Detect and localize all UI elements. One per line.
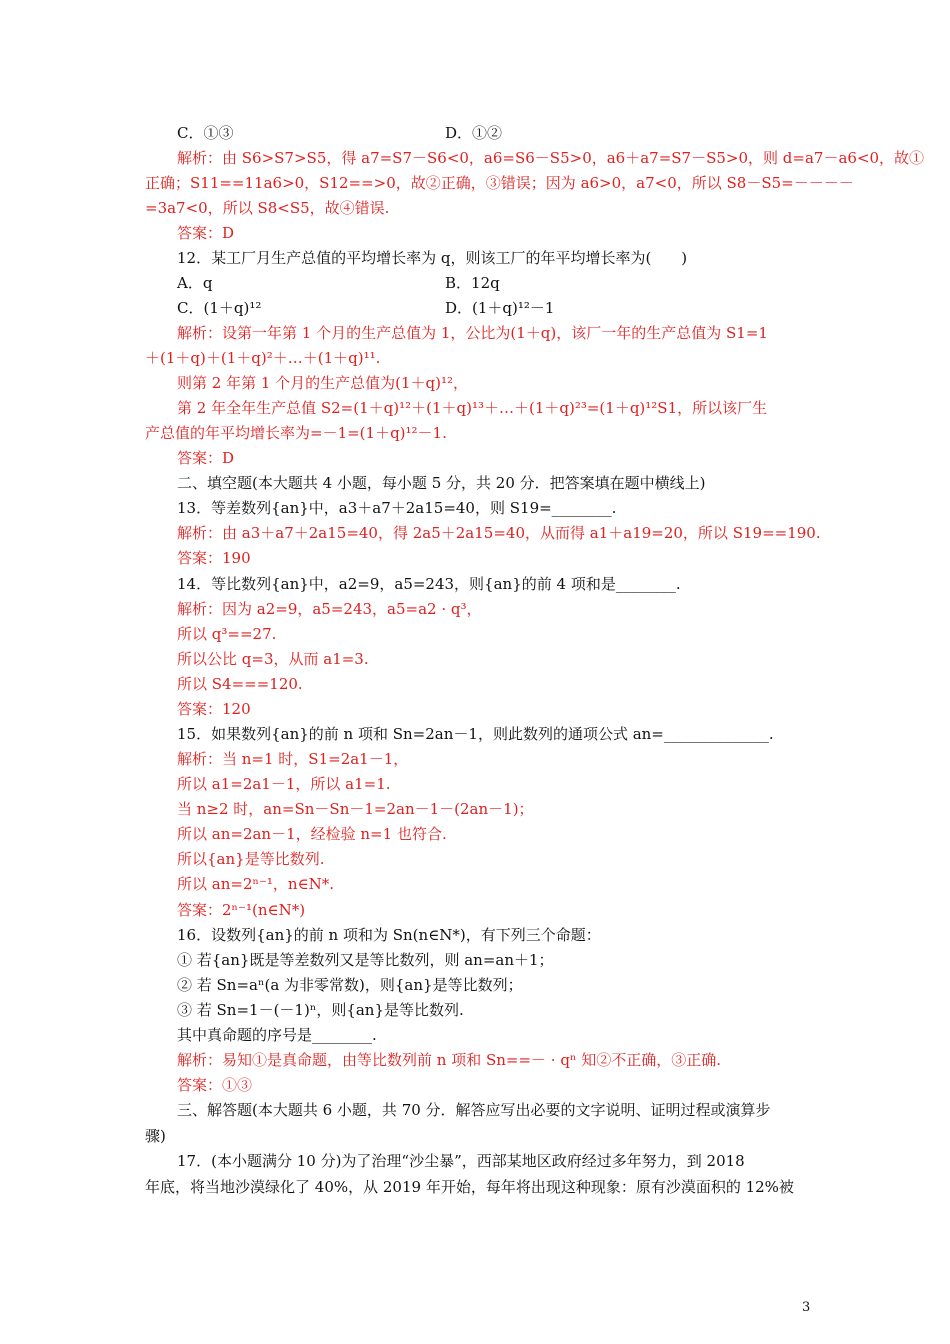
line-text: 解析：设第一年第 1 个月的生产总值为 1，公比为(1＋q)，该厂一年的生产总值为 S1=1 xyxy=(177,324,768,342)
text-line xyxy=(177,948,810,973)
solution-line xyxy=(177,797,810,822)
line-text: 解析：因为 a2=9，a5=243，a5=a2 · q³， xyxy=(177,600,482,618)
line-text: 15．如果数列{an}的前 n 项和 Sn=2an－1，则此数列的通项公式 an=______________. xyxy=(177,725,774,743)
line-text: 产总值的年平均增长率为=－1=(1＋q)¹²－1. xyxy=(145,424,447,442)
solution-line xyxy=(177,747,810,772)
line-text: 所以 S4===120. xyxy=(177,675,303,693)
solution-line xyxy=(177,772,810,797)
line-text: ③ 若 Sn=1－(－1)ⁿ，则{an}是等比数列. xyxy=(177,1001,464,1019)
line-text: 答案：D xyxy=(177,449,235,467)
line-text: 则第 2 年第 1 个月的生产总值为(1＋q)¹²， xyxy=(177,374,469,392)
line-text: C．(1＋q)¹² xyxy=(177,299,262,317)
line-text: 所以 a1=2a1－1，所以 a1=1. xyxy=(177,775,391,793)
solution-line xyxy=(177,647,810,672)
solution-line xyxy=(177,622,810,647)
line-text: 解析：易知①是真命题，由等比数列前 n 项和 Sn==－ · qⁿ 知②不正确，③正确. xyxy=(177,1051,721,1069)
line-text: 答案：190 xyxy=(177,549,251,567)
line-text: 14．等比数列{an}中，a2=9，a5=243，则{an}的前 4 项和是________. xyxy=(177,575,681,593)
line-text: 所以 an=2an－1，经检验 n=1 也符合. xyxy=(177,825,447,843)
text-line xyxy=(177,471,810,496)
line-text: 13．等差数列{an}中，a3＋a7＋2a15=40，则 S19=________. xyxy=(177,499,617,517)
line-text: 解析：由 a3＋a7＋2a15=40，得 2a5＋2a15=40，从而得 a1＋a19=20，所以 S19==190. xyxy=(177,524,821,542)
text-line xyxy=(177,121,810,146)
solution-line xyxy=(177,521,821,546)
line-text: 二、填空题(本大题共 4 小题，每小题 5 分，共 20 分．把答案填在题中横线上) xyxy=(177,474,706,492)
text-line xyxy=(177,572,810,597)
line-text: 所以 an=2ⁿ⁻¹，n∈N*. xyxy=(177,875,335,893)
line-text: 其中真命题的序号是________. xyxy=(177,1026,377,1044)
solution-line xyxy=(177,221,810,246)
text-line xyxy=(177,722,810,747)
line-text: 17．(本小题满分 10 分)为了治理“沙尘暴”，西部某地区政府经过多年努力，到 2018 xyxy=(177,1152,745,1170)
line-text: C．①③ xyxy=(177,124,234,142)
line-text: 骤) xyxy=(145,1127,166,1145)
text-line xyxy=(177,973,810,998)
text-line xyxy=(177,496,810,521)
solution-line xyxy=(177,898,810,923)
solution-line xyxy=(145,421,810,446)
solution-line xyxy=(177,371,810,396)
solution-line xyxy=(177,146,925,171)
line-text: ② 若 Sn=aⁿ(a 为非零常数)，则{an}是等比数列； xyxy=(177,976,523,994)
solution-line xyxy=(145,346,810,371)
solution-line xyxy=(177,396,810,421)
option-text: D．(1＋q)¹²－1 xyxy=(445,299,555,317)
line-text: 正确；S11==11a6>0，S12==>0，故②正确，③错误；因为 a6>0，a7<0，所以 S8－S5=－－－－ xyxy=(145,174,854,192)
solution-line xyxy=(177,872,810,897)
solution-line xyxy=(177,847,810,872)
line-text: 当 n≥2 时，an=Sn－Sn－1=2an－1－(2an－1)； xyxy=(177,800,534,818)
solution-line xyxy=(145,196,810,221)
text-line xyxy=(177,998,810,1023)
line-text: 答案：①③ xyxy=(177,1076,253,1094)
line-text: 解析：当 n=1 时，S1=2a1－1， xyxy=(177,750,409,768)
line-text: 所以公比 q=3，从而 a1=3. xyxy=(177,650,369,668)
text-line xyxy=(145,1175,810,1200)
solution-line xyxy=(177,1073,810,1098)
solution-line xyxy=(177,697,810,722)
line-text: 答案：120 xyxy=(177,700,251,718)
solution-line xyxy=(177,1048,810,1073)
solution-line xyxy=(177,446,810,471)
line-text: =3a7<0，所以 S8<S5，故④错误. xyxy=(145,199,390,217)
solution-line xyxy=(145,171,854,196)
solution-line xyxy=(177,672,810,697)
text-line xyxy=(177,246,810,271)
line-text: 第 2 年全年生产总值 S2=(1＋q)¹²＋(1＋q)¹³＋…＋(1＋q)²³=(1＋q)¹²S1，所以该厂生 xyxy=(177,399,768,417)
line-text: A．q xyxy=(177,274,213,292)
text-line xyxy=(177,923,810,948)
line-text: 12．某工厂月生产总值的平均增长率为 q，则该工厂的年平均增长率为( ) xyxy=(177,249,688,267)
text-line xyxy=(177,296,810,321)
line-text: 解析：由 S6>S7>S5，得 a7=S7－S6<0，a6=S6－S5>0，a6＋a7=S7－S5>0，则 d=a7－a6<0，故① xyxy=(177,149,925,167)
line-text: ＋(1＋q)＋(1＋q)²＋…＋(1＋q)¹¹. xyxy=(145,349,381,367)
option-text: D．①② xyxy=(445,124,503,142)
line-text: 所以{an}是等比数列. xyxy=(177,850,325,868)
text-line xyxy=(177,1149,810,1174)
text-line xyxy=(145,1124,810,1149)
option-text: B．12q xyxy=(445,274,500,292)
solution-line xyxy=(177,822,810,847)
line-text: 年底，将当地沙漠绿化了 40%，从 2019 年开始，每年将出现这种现象：原有沙漠面积的 12%被 xyxy=(145,1178,794,1196)
solution-line xyxy=(177,597,810,622)
line-text: 答案：D xyxy=(177,224,235,242)
line-text: 16．设数列{an}的前 n 项和为 Sn(n∈N*)，有下列三个命题： xyxy=(177,926,601,944)
text-line xyxy=(177,271,810,296)
solution-line xyxy=(177,546,810,571)
page-number: 3 xyxy=(802,1300,811,1315)
line-text: 三、解答题(本大题共 6 小题，共 70 分．解答应写出必要的文字说明、证明过程或演算步 xyxy=(177,1101,771,1119)
solution-line xyxy=(177,321,810,346)
line-text: 答案：2ⁿ⁻¹(n∈N*) xyxy=(177,901,306,919)
text-line xyxy=(177,1098,810,1123)
line-text: 所以 q³==27. xyxy=(177,625,277,643)
line-text: ① 若{an}既是等差数列又是等比数列，则 an=an＋1； xyxy=(177,951,554,969)
text-line xyxy=(177,1023,810,1048)
